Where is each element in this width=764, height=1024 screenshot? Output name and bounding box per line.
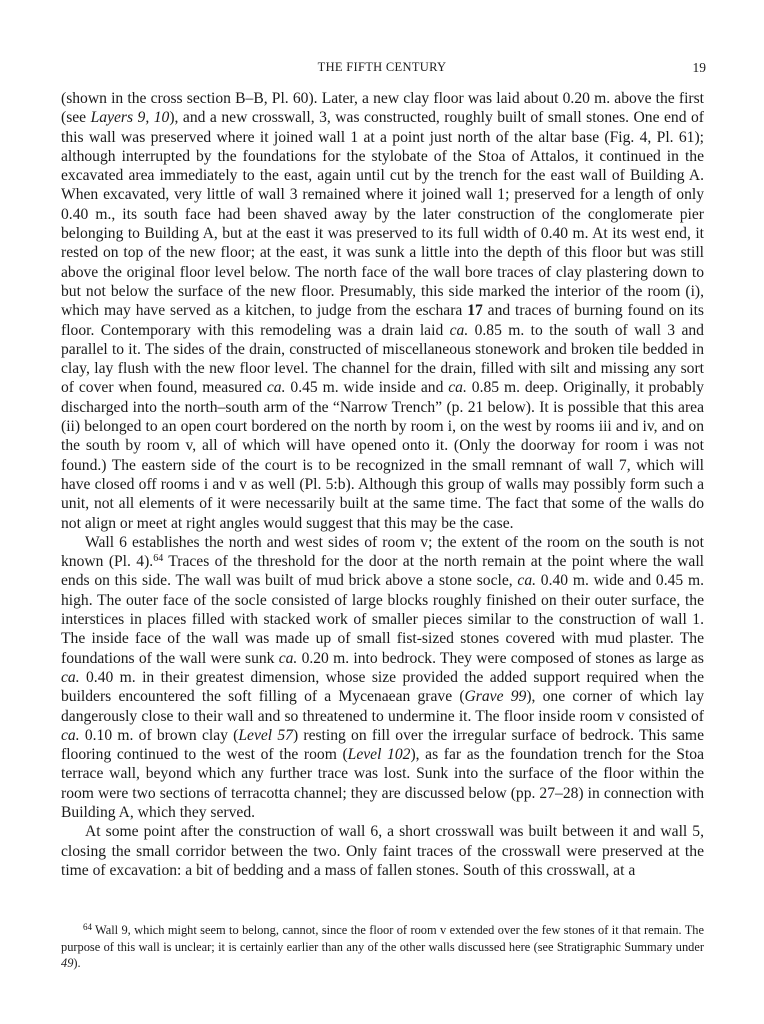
paragraph-1 xyxy=(61,89,704,533)
grave-reference: Grave 99 xyxy=(464,688,527,706)
paragraph-3 xyxy=(61,822,704,880)
text-run: ) resting on fill over the irregular surface of bedrock. This same flooring continued to the west of the room ( xyxy=(61,726,704,764)
catalogue-number: 17 xyxy=(467,302,483,320)
footnote-number: 64 xyxy=(83,922,92,932)
circa-abbrev: ca. xyxy=(278,649,298,667)
text-run: 0.20 m. into bedrock. They were composed of stones as large as xyxy=(297,649,704,667)
circa-abbrev: ca. xyxy=(449,321,469,339)
body-text xyxy=(61,89,704,880)
text-run: 0.45 m. wide inside and xyxy=(285,379,449,397)
text-run: ), as far as the foundation trench for the Stoa terrace wall, beyond which any further trace was lost. Sunk into the surface of the floor within the room were two sections of terracotta channel; they are discussed below (pp. 27–28) in connection with Building A, which they served. xyxy=(61,746,704,821)
footnote-reference[interactable]: 64 xyxy=(153,553,164,565)
text-run: Traces of the threshold for the door at the north remain at the point where the wall ends on this side. The wall was built of mud brick above a stone socle, xyxy=(61,553,704,590)
level-reference: Level 102 xyxy=(347,746,411,764)
page-number: 19 xyxy=(692,60,706,75)
text-run: Wall 9, which might seem to belong, cannot, since the floor of room v extended over the few stones of it that remain. The purpose of this wall is unclear; it is certainly earlier than any of the other walls discussed here (see Stratigraphic Summary under xyxy=(61,923,704,954)
circa-abbrev: ca. xyxy=(61,668,80,686)
running-title: THE FIFTH CENTURY xyxy=(317,60,447,74)
summary-reference: 49 xyxy=(61,956,74,970)
level-reference: Level 57 xyxy=(238,726,293,744)
circa-abbrev: ca. xyxy=(61,726,80,744)
circa-abbrev: ca. xyxy=(517,572,537,590)
text-run: 0.40 m. wide and 0.45 m. high. The outer face of the socle consisted of large blocks roughly finished on their outer surface, the interstices in places filled with stacked work of smaller pieces similar to the construction of wall 1. The inside face of the wall was made up of small fist-sized stones covered with mud plaster. The foundations of the wall were sunk xyxy=(61,572,704,667)
text-run: (shown in the cross section B–B, Pl. 60). Later, a new clay floor was laid about 0.20 m. above the first (see xyxy=(61,90,704,127)
circa-abbrev: ca. xyxy=(266,379,286,397)
footnote-64 xyxy=(61,922,704,972)
text-run: 0.85 m. to the south of wall 3 and parallel to it. The sides of the drain, constructed of miscellaneous stonework and broken tile bedded in clay, lay flush with the new floor level. The channel for the drain, filled with silt and missing any sort of cover when found, measured xyxy=(61,321,704,397)
circa-abbrev: ca. xyxy=(448,379,467,397)
text-run: ). xyxy=(73,956,81,970)
paragraph-2 xyxy=(61,533,704,822)
text-run: 0.10 m. of brown clay ( xyxy=(79,726,239,744)
text-run: 0.40 m. in their greatest dimension, whose size provided the added support required when the builders encountered the soft filling of a Mycenaean grave ( xyxy=(61,668,704,706)
layer-reference: Layers 9, 10 xyxy=(90,109,170,127)
text-run: Wall 6 establishes the north and west sides of room v; the extent of the room on the south is not known (Pl. 4). xyxy=(61,533,704,571)
text-run: At some point after the construction of wall 6, a short crosswall was built between it and wall 5, closing the small corridor between the two. Only faint traces of the crosswall were preserved at the time of excavation: a bit of bedding and a mass of fallen stones. South of this crosswall, at a xyxy=(61,823,704,879)
text-run: ), one corner of which lay dangerously close to their wall and so threatened to undermine it. The floor inside room v consisted of xyxy=(61,688,704,725)
running-head xyxy=(0,60,764,76)
text-run: ), and a new crosswall, 3, was constructed, roughly built of small stones. One end of this wall was preserved where it joined wall 1 at a point just north of the altar base (Fig. 4, Pl. 61); although interrupted by the foundations for the stylobate of the Stoa of Attalos, it continued in the excavated area immediately to the east, again until cut by the trench for the east wall of Building A. When excavated, very little of wall 3 remained where it joined wall 1; preserved for a length of only 0.40 m., its south face had been shaved away by the later construction of the conglomerate pier belonging to Building A, but at the east it was preserved to its full width of 0.40 m. At its west end, it rested on top of the new floor; at the east, it was sunk a little into the depth of this floor but was still above the original floor level below. The north face of the wall bore traces of clay plastering down to but not below the surface of the new floor. Presumably, this side marked the interior of the room (i), which may have served as a kitchen, to judge from the eschara xyxy=(61,109,704,320)
text-run: and traces of burning found on its floor. Contemporary with this remodeling was a drain laid xyxy=(61,302,704,339)
footnote xyxy=(61,922,704,972)
text-run: 0.85 m. deep. Originally, it probably discharged into the north–south arm of the “Narrow Trench” (p. 21 below). It is possible that this area (ii) belonged to an open court bordered on the north by room i, on the west by rooms iii and iv, and on the south by room v, all of which will have opened onto it. (Only the doorway for room i was not found.) The eastern side of the court is to be recognized in the small remnant of wall 7, which will have closed off rooms i and v as well (Pl. 5:b). Although this group of walls may possibly form such a unit, not all elements of it were necessarily built at the same time. The fact that some of the walls do not align or meet at right angles would suggest that this may be the case. xyxy=(61,379,704,532)
